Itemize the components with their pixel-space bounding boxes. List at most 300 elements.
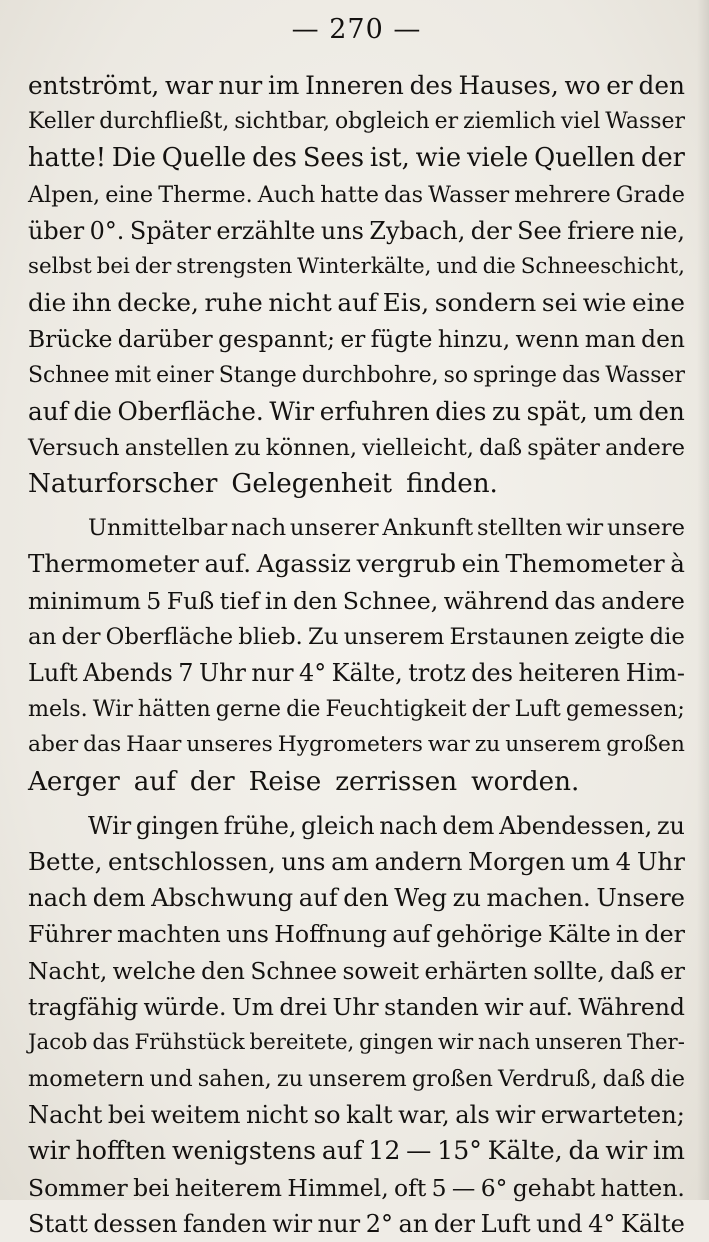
word: Schneeschicht, bbox=[520, 253, 685, 279]
word: 15° bbox=[437, 1136, 482, 1166]
word: zeigte bbox=[574, 623, 645, 650]
word: Sommer bbox=[28, 1173, 128, 1202]
word: Fuß bbox=[166, 586, 215, 615]
word: sei bbox=[541, 288, 578, 318]
word: Winterkälte, bbox=[297, 253, 432, 279]
word: Hygrometers bbox=[277, 732, 423, 758]
text-line bbox=[28, 1133, 685, 1169]
word: die bbox=[286, 696, 321, 723]
text-line bbox=[28, 1170, 685, 1206]
word: 4 bbox=[615, 846, 632, 876]
word: er bbox=[606, 71, 633, 100]
word: und bbox=[436, 253, 478, 279]
word: darüber bbox=[117, 325, 213, 354]
word: Schnee bbox=[250, 956, 338, 985]
word: Keller bbox=[28, 109, 95, 135]
word: Gelegenheit bbox=[231, 469, 393, 500]
word: 6° bbox=[480, 1173, 508, 1202]
word: Inneren bbox=[305, 71, 404, 100]
word: nach bbox=[478, 1029, 531, 1055]
word: unserem bbox=[308, 1066, 407, 1093]
word: auf bbox=[28, 396, 68, 426]
word: das bbox=[561, 362, 601, 388]
word: ist, bbox=[369, 143, 410, 174]
paragraph bbox=[28, 68, 685, 502]
word: stellten bbox=[476, 515, 563, 542]
word: erfuhren bbox=[319, 396, 430, 426]
word: Versuch bbox=[28, 434, 120, 461]
word: Nacht bbox=[28, 1101, 103, 1130]
word: den bbox=[201, 956, 245, 985]
word: 7 bbox=[178, 659, 194, 687]
word: so bbox=[443, 362, 469, 388]
word: im bbox=[267, 71, 300, 100]
word: wenn bbox=[515, 325, 580, 354]
word: Kälte, bbox=[331, 659, 403, 687]
word: nicht bbox=[246, 1101, 309, 1130]
word: wir bbox=[605, 1136, 648, 1166]
word: obgleich bbox=[334, 109, 430, 135]
word: daß bbox=[602, 1066, 646, 1093]
word: er bbox=[434, 109, 459, 135]
word: frühe, bbox=[223, 811, 297, 840]
word: Oberfläche. bbox=[117, 396, 264, 426]
word: dies bbox=[435, 396, 487, 426]
word: wir bbox=[565, 515, 604, 542]
word: Wir bbox=[269, 396, 315, 426]
paragraph-gap bbox=[28, 502, 685, 510]
word: erwarteten; bbox=[540, 1101, 685, 1130]
text-line bbox=[28, 177, 685, 213]
word: des bbox=[252, 143, 297, 174]
word: Quellen bbox=[534, 143, 636, 174]
word: mit bbox=[114, 362, 152, 388]
word: wenigstens bbox=[171, 1136, 317, 1166]
word: war bbox=[427, 732, 470, 758]
word: nach bbox=[379, 811, 438, 840]
word: springe bbox=[473, 362, 557, 388]
word: unserem bbox=[505, 732, 602, 758]
word: dem bbox=[442, 811, 495, 840]
text-line bbox=[28, 808, 685, 844]
word: vergrub bbox=[356, 549, 456, 579]
word: den bbox=[638, 71, 685, 100]
word: Luft bbox=[28, 659, 78, 687]
text-line bbox=[28, 1025, 685, 1061]
word: Erstaunen bbox=[449, 623, 570, 650]
word: andere bbox=[605, 434, 685, 461]
word: der bbox=[134, 253, 172, 279]
word: unseres bbox=[186, 732, 273, 758]
word: da bbox=[568, 1136, 600, 1166]
word: er bbox=[659, 956, 685, 985]
word: aber bbox=[28, 732, 79, 758]
word: andern bbox=[374, 846, 463, 876]
word: sondern bbox=[434, 288, 537, 318]
word: durchfließt, bbox=[99, 109, 230, 135]
word: dem bbox=[92, 884, 146, 913]
word: Ankunft bbox=[382, 515, 474, 542]
text-line bbox=[28, 989, 685, 1025]
word: Abschwung bbox=[151, 884, 294, 913]
word: Eis, bbox=[382, 288, 430, 318]
word: gehabt bbox=[512, 1173, 596, 1202]
word: standen bbox=[384, 992, 479, 1021]
word: weitem bbox=[150, 1101, 241, 1130]
word: finden. bbox=[406, 469, 498, 500]
word: der bbox=[61, 623, 101, 650]
word: die bbox=[73, 396, 112, 426]
word: Stange bbox=[218, 362, 297, 388]
word: eine bbox=[105, 181, 154, 208]
word: während bbox=[443, 586, 549, 615]
word: im bbox=[652, 1136, 685, 1166]
word: 0°. bbox=[89, 216, 125, 245]
word: Uhr bbox=[332, 992, 379, 1021]
word: uns bbox=[281, 846, 326, 876]
word: Nacht, bbox=[28, 956, 108, 985]
word: andere bbox=[601, 586, 685, 615]
word: friere bbox=[567, 216, 635, 245]
word: hofften bbox=[75, 1136, 167, 1166]
text-line bbox=[28, 727, 685, 763]
word: Jacob bbox=[28, 1029, 88, 1055]
word: dessen bbox=[93, 1209, 178, 1238]
word: mehrere bbox=[514, 181, 611, 208]
word: hinzu, bbox=[437, 325, 511, 354]
word: — bbox=[406, 1136, 432, 1166]
word: decke, bbox=[117, 288, 199, 318]
word: der bbox=[644, 920, 685, 949]
word: blieb. bbox=[238, 623, 303, 650]
word: nur bbox=[251, 659, 294, 687]
word: die bbox=[650, 1066, 685, 1093]
word: nicht bbox=[268, 288, 332, 318]
word: ein bbox=[461, 549, 500, 579]
word: daß bbox=[479, 434, 523, 461]
word: Oberfläche bbox=[105, 623, 234, 650]
word: Quelle bbox=[161, 143, 247, 174]
word: selbst bbox=[28, 253, 92, 279]
word: die bbox=[28, 288, 67, 318]
text-line bbox=[28, 1097, 685, 1133]
text-line bbox=[28, 583, 685, 619]
word: zu bbox=[656, 811, 685, 840]
word: ruhe bbox=[204, 288, 263, 318]
word: worden. bbox=[471, 766, 580, 797]
word: nach bbox=[231, 515, 287, 542]
text-line bbox=[28, 916, 685, 952]
word: als bbox=[455, 1101, 490, 1130]
word: See bbox=[517, 216, 562, 245]
word: den bbox=[293, 586, 338, 615]
word: Bette, bbox=[28, 846, 103, 876]
word: hatte bbox=[320, 181, 379, 208]
text-line bbox=[28, 68, 685, 104]
word: fügte bbox=[370, 325, 433, 354]
word: unserer bbox=[289, 515, 379, 542]
word: großen bbox=[606, 732, 685, 758]
word: bereitete, bbox=[249, 1029, 355, 1055]
text-line bbox=[28, 249, 685, 285]
word: Statt bbox=[28, 1209, 88, 1238]
word: anstellen bbox=[124, 434, 229, 461]
word: heiteren bbox=[518, 659, 621, 687]
word: Später bbox=[129, 216, 211, 245]
word: Kälte, bbox=[487, 1136, 563, 1166]
word: in bbox=[264, 586, 288, 615]
text-line bbox=[28, 880, 685, 916]
word: Wir bbox=[88, 811, 132, 840]
word: Während bbox=[578, 992, 685, 1021]
word: Uhr bbox=[636, 846, 685, 876]
word: tief bbox=[219, 586, 260, 615]
word: Therme. bbox=[158, 181, 253, 208]
word: nur bbox=[218, 71, 263, 100]
word: auf bbox=[133, 766, 176, 797]
word: man bbox=[584, 325, 636, 354]
word: nur bbox=[317, 1209, 361, 1238]
word: und bbox=[536, 1209, 583, 1238]
word: am bbox=[331, 846, 369, 876]
word: spät, bbox=[526, 396, 588, 426]
word: Reise bbox=[248, 766, 322, 797]
word: bei bbox=[107, 1101, 146, 1130]
word: zu bbox=[474, 732, 501, 758]
text-line bbox=[28, 619, 685, 655]
word: zu bbox=[234, 434, 261, 461]
word: sichtbar, bbox=[234, 109, 330, 135]
word: über bbox=[28, 216, 85, 245]
word: mels. bbox=[28, 696, 88, 723]
word: wo bbox=[564, 71, 601, 100]
word: Verdruß, bbox=[498, 1066, 598, 1093]
text-line bbox=[28, 510, 685, 546]
word: sollte, bbox=[533, 956, 605, 985]
word: Themometer bbox=[505, 549, 665, 579]
word: gleich bbox=[301, 811, 375, 840]
word: Zybach, bbox=[369, 216, 466, 245]
word: Weg bbox=[394, 884, 448, 913]
word: zu bbox=[492, 396, 522, 426]
word: Hoffnung bbox=[274, 920, 387, 949]
word: soweit bbox=[342, 956, 420, 985]
word: um bbox=[571, 846, 611, 876]
text-line bbox=[28, 1206, 685, 1242]
word: gingen bbox=[135, 811, 219, 840]
word: der bbox=[433, 1209, 476, 1238]
word: gemessen; bbox=[565, 696, 685, 723]
word: war, bbox=[398, 1101, 450, 1130]
word: später bbox=[527, 434, 600, 461]
word: auf bbox=[392, 920, 431, 949]
word: Sees bbox=[302, 143, 365, 174]
word: auf bbox=[298, 884, 338, 913]
word: Haar bbox=[126, 732, 182, 758]
text-line bbox=[28, 466, 685, 502]
word: Hauses, bbox=[458, 71, 559, 100]
word: war bbox=[164, 71, 213, 100]
word: auf. bbox=[204, 549, 252, 579]
word: Wasser bbox=[428, 181, 510, 208]
word: wir bbox=[28, 1136, 70, 1166]
word: nie, bbox=[640, 216, 685, 245]
word: die bbox=[649, 623, 685, 650]
word: Thermometer bbox=[28, 549, 199, 579]
word: in bbox=[616, 920, 640, 949]
word: ihn bbox=[71, 288, 112, 318]
word: wie bbox=[415, 143, 462, 174]
word: minimum bbox=[28, 586, 141, 615]
word: machen. bbox=[486, 884, 591, 913]
word: sahen, bbox=[197, 1066, 272, 1093]
word: uns bbox=[226, 920, 269, 949]
paragraph-gap bbox=[28, 800, 685, 808]
word: vielleicht, bbox=[362, 434, 474, 461]
word: unserem bbox=[343, 623, 445, 650]
word: auf. bbox=[528, 992, 573, 1021]
word: Naturforscher bbox=[28, 469, 218, 500]
word: gehörige bbox=[435, 920, 543, 949]
word: der bbox=[471, 696, 510, 723]
word: Auch bbox=[257, 181, 316, 208]
word: Frühstück bbox=[134, 1029, 245, 1055]
word: machten bbox=[116, 920, 221, 949]
word: das bbox=[554, 586, 596, 615]
word: entströmt, bbox=[28, 71, 160, 100]
word: Kälte bbox=[547, 920, 611, 949]
word: auf bbox=[321, 1136, 363, 1166]
word: Wasser bbox=[605, 109, 685, 135]
word: auf bbox=[337, 288, 378, 318]
word: Him- bbox=[625, 659, 685, 687]
word: Agassiz bbox=[256, 549, 351, 579]
word: Grade bbox=[615, 181, 685, 208]
word: Himmel, bbox=[287, 1173, 389, 1202]
word: Abends bbox=[83, 659, 173, 687]
word: à bbox=[670, 549, 685, 579]
word: Uhr bbox=[198, 659, 246, 687]
word: viele bbox=[466, 143, 529, 174]
word: Um bbox=[231, 992, 274, 1021]
word: hatte! bbox=[28, 143, 107, 174]
word: welche bbox=[112, 956, 196, 985]
word: bei bbox=[96, 253, 130, 279]
word: können, bbox=[265, 434, 358, 461]
word: Zu bbox=[308, 623, 339, 650]
text-line bbox=[28, 430, 685, 466]
word: daß bbox=[610, 956, 655, 985]
word: eine bbox=[631, 288, 685, 318]
word: unseren bbox=[534, 1029, 623, 1055]
word: Unsere bbox=[596, 884, 685, 913]
word: heiterem bbox=[174, 1173, 283, 1202]
word: 2° bbox=[365, 1209, 394, 1238]
word: 5 bbox=[146, 586, 162, 615]
word: nach bbox=[28, 884, 88, 913]
word: gespannt; bbox=[218, 325, 335, 354]
page-header bbox=[28, 10, 685, 50]
text-line bbox=[28, 1061, 685, 1097]
word: des bbox=[471, 659, 513, 687]
text-line bbox=[28, 213, 685, 249]
word: 12 bbox=[368, 1136, 401, 1166]
word: den bbox=[638, 396, 685, 426]
word: Alpen, bbox=[28, 181, 101, 208]
word: wir bbox=[495, 1101, 536, 1130]
word: Unmittelbar bbox=[88, 515, 228, 542]
word: 4° bbox=[299, 659, 327, 687]
word: Brücke bbox=[28, 325, 113, 354]
text-line bbox=[28, 285, 685, 321]
word: wir bbox=[272, 1209, 313, 1238]
word: das bbox=[92, 1029, 130, 1055]
text-line bbox=[28, 764, 685, 800]
scan-edge-shadow bbox=[697, 0, 709, 1200]
word: zu bbox=[452, 884, 481, 913]
text-line bbox=[28, 655, 685, 691]
paragraph bbox=[28, 808, 685, 1242]
word: zerrissen bbox=[335, 766, 458, 797]
word: Luft bbox=[480, 1209, 531, 1238]
word: viel bbox=[560, 109, 601, 135]
word: Abendessen, bbox=[499, 811, 653, 840]
word: kalt bbox=[346, 1101, 393, 1130]
word: den bbox=[343, 884, 389, 913]
word: an bbox=[28, 623, 57, 650]
word: ziemlich bbox=[463, 109, 556, 135]
body-text bbox=[28, 68, 685, 1242]
word: der bbox=[641, 143, 685, 174]
word: Führer bbox=[28, 920, 112, 949]
word: Aerger bbox=[28, 766, 120, 797]
word: die bbox=[482, 253, 516, 279]
word: den bbox=[641, 325, 685, 354]
text-line bbox=[28, 321, 685, 357]
word: um bbox=[593, 396, 633, 426]
text-line bbox=[28, 358, 685, 394]
text-line bbox=[28, 953, 685, 989]
word: erhärten bbox=[424, 956, 528, 985]
word: er bbox=[340, 325, 366, 354]
word: Schnee, bbox=[342, 586, 439, 615]
word: Wir bbox=[92, 696, 133, 723]
text-line bbox=[28, 844, 685, 880]
page-number: — 270 — bbox=[291, 14, 422, 45]
word: fanden bbox=[182, 1209, 267, 1238]
word: mometern bbox=[28, 1066, 145, 1093]
word: wir bbox=[438, 1029, 474, 1055]
word: oft bbox=[394, 1173, 427, 1202]
text-line bbox=[28, 140, 685, 176]
text-line bbox=[28, 394, 685, 430]
word: zu bbox=[276, 1066, 303, 1093]
word: durchbohre, bbox=[301, 362, 439, 388]
word: Morgen bbox=[468, 846, 566, 876]
word: unsere bbox=[606, 515, 685, 542]
text-line bbox=[28, 104, 685, 140]
word: uns bbox=[320, 216, 364, 245]
word: Wasser bbox=[605, 362, 685, 388]
word: drei bbox=[279, 992, 328, 1021]
word: Feuchtigkeit bbox=[325, 696, 467, 723]
word: Ther- bbox=[627, 1029, 685, 1055]
word: bei bbox=[133, 1173, 170, 1202]
word: der bbox=[470, 216, 512, 245]
word: hatten. bbox=[600, 1173, 685, 1202]
word: tragfähig bbox=[28, 992, 139, 1021]
word: strengsten bbox=[176, 253, 293, 279]
